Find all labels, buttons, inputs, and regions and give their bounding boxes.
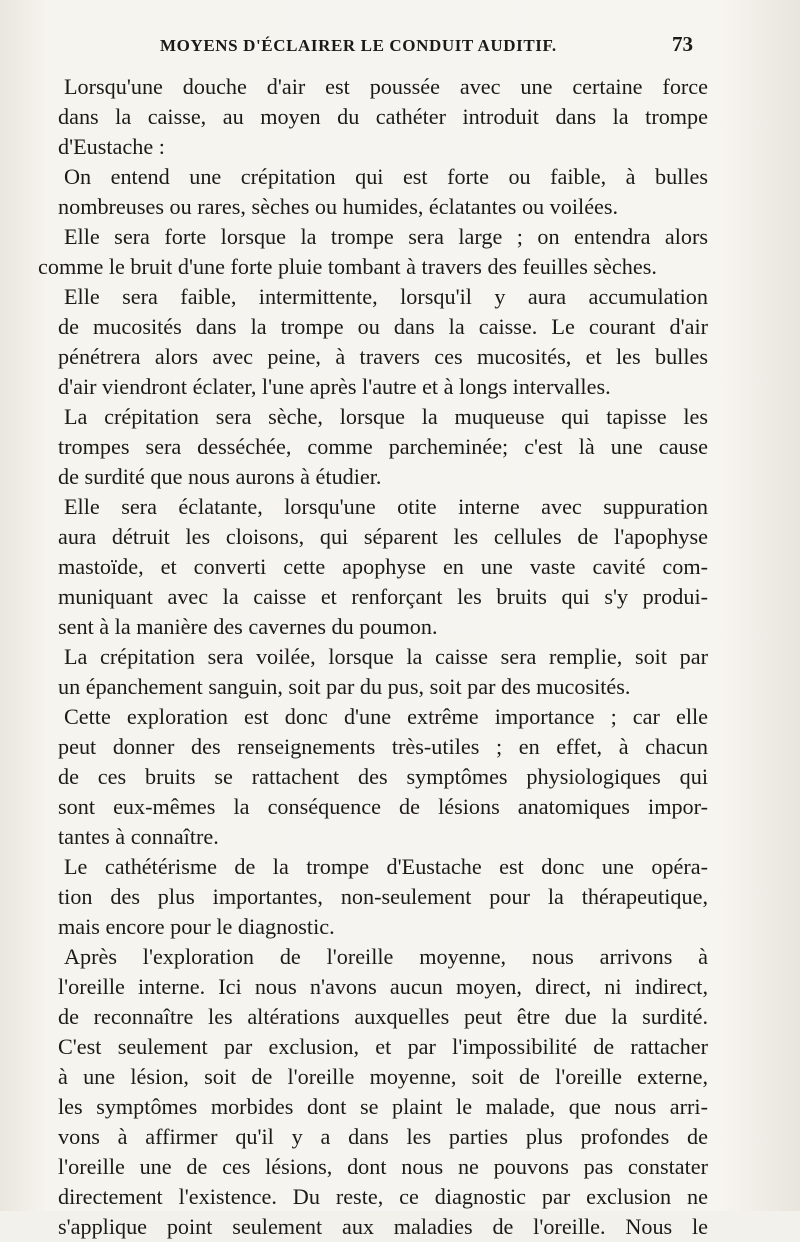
text-line: les symptômes morbides dont se plaint le malade, que nous arri- <box>58 1094 708 1119</box>
page-number: 73 <box>672 32 693 56</box>
text-line: Elle sera forte lorsque la trompe sera large ; on entendra alors <box>64 224 708 249</box>
text-line: de mucosités dans la trompe ou dans la caisse. Le courant d'air <box>58 314 708 339</box>
text-line: l'oreille interne. Ici nous n'avons aucun moyen, direct, ni indirect, <box>58 974 708 999</box>
text-line: muniquant avec la caisse et renforçant les bruits qui s'y produi- <box>58 584 708 609</box>
body-text <box>38 72 708 1242</box>
text-line: Après l'exploration de l'oreille moyenne, nous arrivons à <box>64 944 708 969</box>
text-line: de ces bruits se rattachent des symptômes physiologiques qui <box>58 764 708 789</box>
text-line: à une lésion, soit de l'oreille moyenne, soit de l'oreille externe, <box>58 1064 708 1089</box>
text-line: aura détruit les cloisons, qui séparent les cellules de l'apophyse <box>58 524 708 549</box>
text-line: tion des plus importantes, non-seulement pour la thérapeutique, <box>58 884 708 909</box>
running-title: MOYENS D'ÉCLAIRER LE CONDUIT AUDITIF. <box>160 36 557 55</box>
text-line: Elle sera faible, intermittente, lorsqu'il y aura accumulation <box>64 284 708 309</box>
text-line: La crépitation sera voilée, lorsque la caisse sera remplie, soit par <box>64 644 708 669</box>
text-line: sont eux-mêmes la conséquence de lésions anatomiques impor- <box>58 794 708 819</box>
text-line: comme le bruit d'une forte pluie tombant à travers des feuilles sèches. <box>38 254 657 279</box>
text-line: Elle sera éclatante, lorsqu'une otite interne avec suppuration <box>64 494 708 519</box>
text-line: trompes sera desséchée, comme parcheminée; c'est là une cause <box>58 434 708 459</box>
text-line: Le cathétérisme de la trompe d'Eustache est donc une opéra- <box>64 854 708 879</box>
text-line: de surdité que nous aurons à étudier. <box>58 464 382 489</box>
text-line: peut donner des renseignements très-utiles ; en effet, à chacun <box>58 734 708 759</box>
text-line: de reconnaître les altérations auxquelles peut être due la surdité. <box>58 1004 708 1029</box>
text-line: pénétrera alors avec peine, à travers ces mucosités, et les bulles <box>58 344 708 369</box>
text-line: s'applique point seulement aux maladies de l'oreille. Nous le <box>58 1214 708 1239</box>
text-line: l'oreille une de ces lésions, dont nous ne pouvons pas constater <box>58 1154 708 1179</box>
text-line: mais encore pour le diagnostic. <box>58 914 335 939</box>
text-line: un épanchement sanguin, soit par du pus, soit par des mucosités. <box>58 674 631 699</box>
text-line: directement l'existence. Du reste, ce diagnostic par exclusion ne <box>58 1184 708 1209</box>
text-line: dans la caisse, au moyen du cathéter introduit dans la trompe <box>58 104 708 129</box>
text-line: sent à la manière des cavernes du poumon. <box>58 614 438 639</box>
text-line: Lorsqu'une douche d'air est poussée avec une certaine force <box>64 74 708 99</box>
text-line: mastoïde, et converti cette apophyse en une vaste cavité com- <box>58 554 708 579</box>
text-line: tantes à connaître. <box>58 824 219 849</box>
text-line: d'Eustache : <box>58 134 165 159</box>
text-line: On entend une crépitation qui est forte ou faible, à bulles <box>64 164 708 189</box>
text-line: nombreuses ou rares, sèches ou humides, éclatantes ou voilées. <box>58 194 619 219</box>
text-line: La crépitation sera sèche, lorsque la muqueuse qui tapisse les <box>64 404 708 429</box>
text-line: Cette exploration est donc d'une extrême importance ; car elle <box>64 704 708 729</box>
text-line: vons à affirmer qu'il y a dans les parties plus profondes de <box>58 1124 708 1149</box>
text-line: d'air viendront éclater, l'une après l'autre et à longs intervalles. <box>58 374 611 399</box>
text-line: C'est seulement par exclusion, et par l'impossibilité de rattacher <box>58 1034 708 1059</box>
